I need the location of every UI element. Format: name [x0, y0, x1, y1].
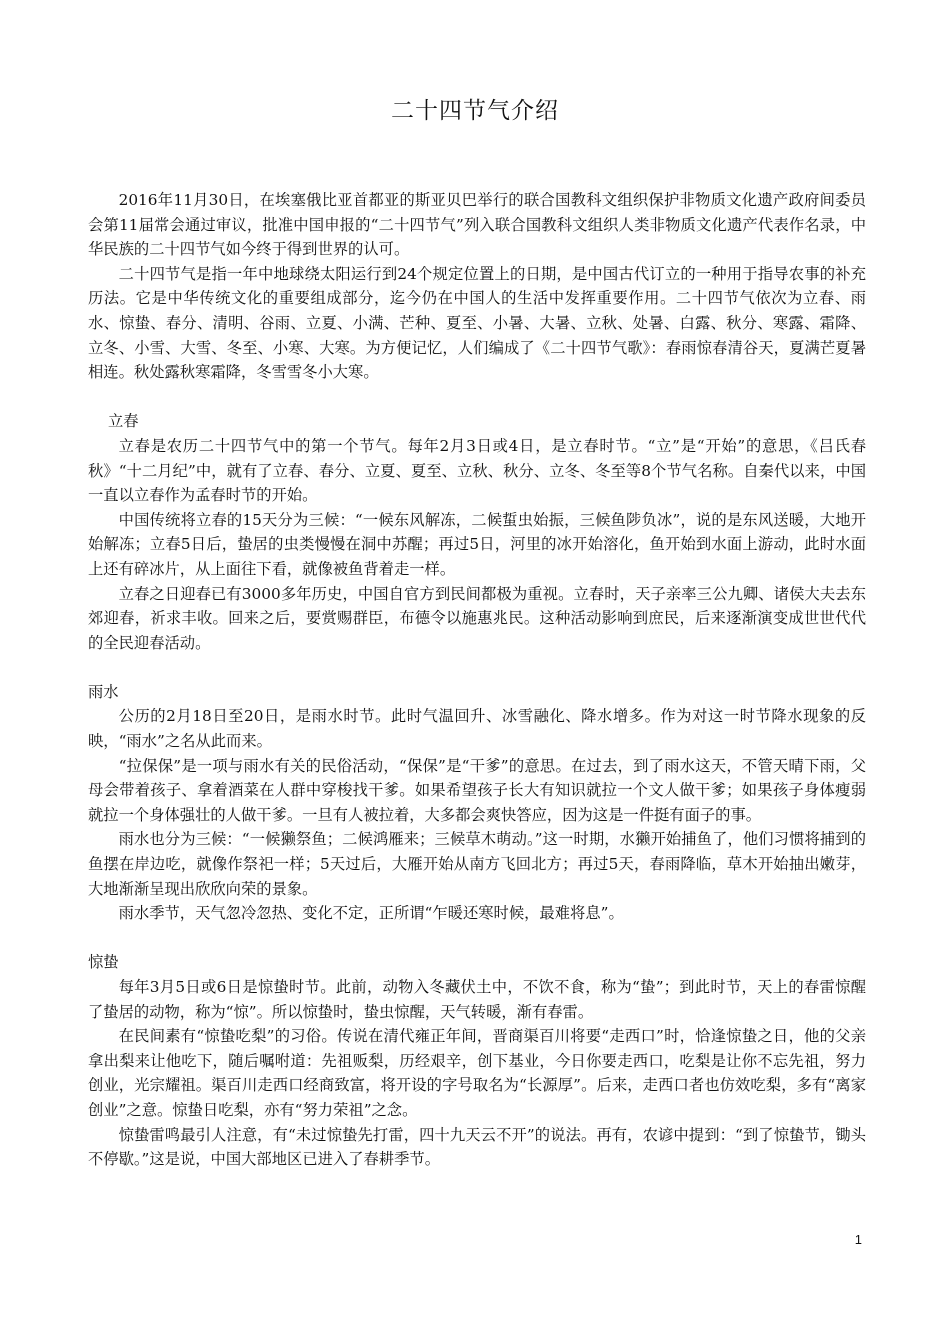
intro-paragraph: 二十四节气是指一年中地球绕太阳运行到24个规定位置上的日期，是中国古代订立的一种用于指导农事的补充历法。它是中华传统文化的重要组成部分，迄今仍在中国人的生活中发挥重要作用。二十四节气依次为立春、雨水、惊蛰、春分、清明、谷雨、立夏、小满、芒种、夏至、小暑、大暑、立秋、处暑、白露、秋分、寒露、霜降、立冬、小雪、大雪、冬至、小寒、大寒。为方便记忆，人们编成了《二十四节气歌》：春雨惊春清谷天，夏满芒夏暑相连。秋处露秋寒霜降，冬雪雪冬小大寒。 — [88, 264, 866, 382]
section-yushui — [88, 680, 866, 926]
page-title: 二十四节气介绍 — [391, 98, 559, 124]
section-paragraph: 每年3月5日或6日是惊蛰时节。此前，动物入冬藏伏土中，不饮不食，称为“蛰”；到此时节，天上的春雷惊醒了蛰居的动物，称为“惊”。所以惊蛰时，蛰虫惊醒，天气转暖，渐有春雷。 — [88, 978, 866, 1021]
section-heading: 立春 — [108, 412, 139, 431]
section-lichun — [88, 409, 866, 655]
document-body — [88, 188, 866, 1172]
section-paragraph: 雨水季节，天气忽冷忽热、变化不定，正所谓“乍暖还寒时候，最难将息”。 — [118, 904, 624, 923]
section-paragraph: 中国传统将立春的15天分为三候：“一候东风解冻，二候蜇虫始振，三候鱼陟负冰”，说的是东风送暖，大地开始解冻；立春5日后，蛰居的虫类慢慢在洞中苏醒；再过5日，河里的冰开始溶化，鱼开始到水面上游动，此时水面上还有碎冰片，从上面往下看，就像被鱼背着走一样。 — [88, 510, 866, 578]
section-spacer — [88, 385, 866, 410]
intro-paragraph: 2016年11月30日，在埃塞俄比亚首都亚的斯亚贝巴举行的联合国教科文组织保护非物质文化遗产政府间委员会第11届常会通过审议，批准中国申报的“二十四节气”列入联合国教科文组织人类非物质文化遗产代表作名录，中华民族的二十四节气如今终于得到世界的认可。 — [88, 191, 866, 259]
section-paragraph: “拉保保”是一项与雨水有关的民俗活动，“保保”是“干爹”的意思。在过去，到了雨水这天，不管天晴下雨，父母会带着孩子、拿着酒菜在人群中穿梭找干爹。如果希望孩子长大有知识就拉一个文人做干爹；如果孩子身体瘦弱就拉一个身体强壮的人做干爹。一旦有人被拉着，大多都会爽快答应，因为这是一件挺有面子的事。 — [88, 756, 866, 824]
page-number: 1 — [854, 1232, 862, 1247]
section-paragraph: 公历的2月18日至20日，是雨水时节。此时气温回升、冰雪融化、降水增多。作为对这一时节降水现象的反映，“雨水”之名从此而来。 — [88, 707, 866, 751]
section-paragraph: 在民间素有“惊蛰吃梨”的习俗。传说在清代雍正年间，晋商渠百川将要“走西口”时，恰逢惊蛰之日，他的父亲拿出梨来让他吃下，随后嘱咐道：先祖贩梨，历经艰辛，创下基业，今日你要走西口，吃梨是让你不忘先祖，努力创业，光宗耀祖。渠百川走西口经商致富，将开设的字号取名为“长源厚”。后来，走西口者也仿效吃梨，多有“离家创业”之意。惊蛰日吃梨，亦有“努力荣祖”之念。 — [88, 1027, 866, 1119]
section-paragraph: 雨水也分为三候：“一候獭祭鱼；二候鸿雁来；三候草木萌动。”这一时期，水獭开始捕鱼了，他们习惯将捕到的鱼摆在岸边吃，就像作祭祀一样；5天过后，大雁开始从南方飞回北方；再过5天，春雨降临，草木开始抽出嫩芽，大地渐渐呈现出欣欣向荣的景象。 — [88, 830, 866, 898]
section-heading: 惊蛰 — [88, 953, 119, 972]
section-paragraph: 立春是农历二十四节气中的第一个节气。每年2月3日或4日，是立春时节。“立”是“开始”的意思，《吕氏春秋》“十二月纪”中，就有了立春、春分、立夏、夏至、立秋、秋分、立冬、冬至等8个节气名称。自秦代以来，中国一直以立春作为孟春时节的开始。 — [88, 436, 866, 505]
section-spacer — [88, 926, 866, 951]
section-heading: 雨水 — [88, 682, 119, 701]
section-jingzhe — [88, 950, 866, 1171]
section-paragraph: 立春之日迎春已有3000多年历史，中国自官方到民间都极为重视。立春时，天子亲率三公九卿、诸侯大夫去东郊迎春，祈求丰收。回来之后，要赏赐群臣，布德令以施惠兆民。这种活动影响到庶民，后来逐渐演变成世世代代的全民迎春活动。 — [88, 584, 866, 652]
section-spacer — [88, 655, 866, 680]
section-paragraph: 惊蛰雷鸣最引人注意，有“未过惊蛰先打雷，四十九天云不开”的说法。再有，农谚中提到：“到了惊蛰节，锄头不停歇。”这是说，中国大部地区已进入了春耕季节。 — [88, 1125, 866, 1169]
